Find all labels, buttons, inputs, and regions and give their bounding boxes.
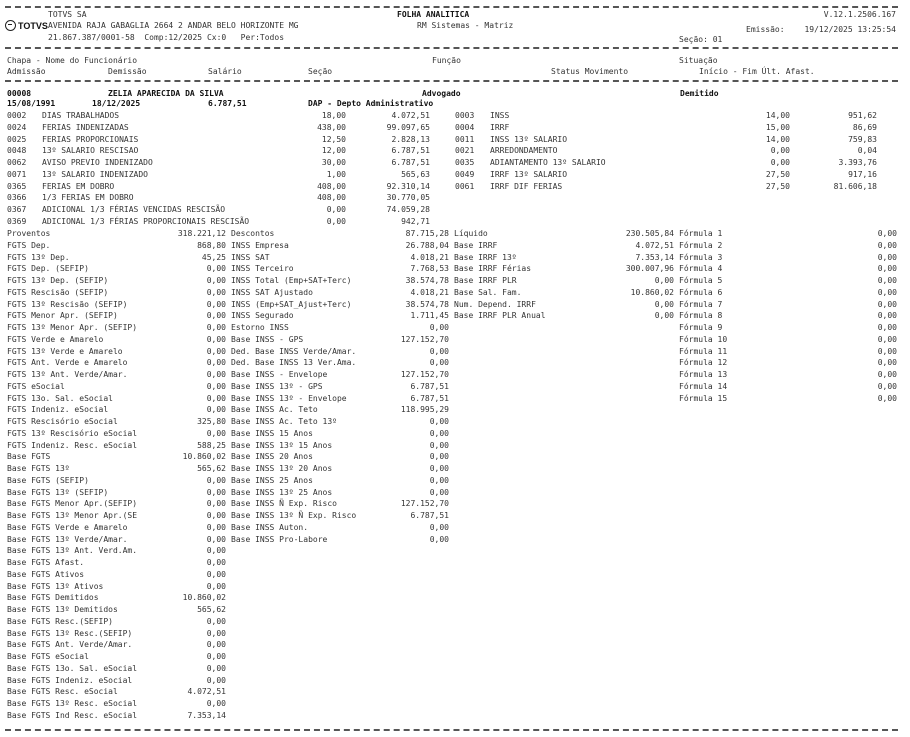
event-code: 0011: [455, 134, 475, 144]
total-value: 0,00: [206, 323, 226, 332]
formula-label: Fórmula 15: [679, 393, 728, 403]
system-name: RM Sistemas - Matriz: [417, 21, 514, 30]
col-salario-header: Salário: [208, 67, 242, 76]
total-value: 0,00: [654, 299, 674, 309]
event-value: 6.787,51: [391, 158, 430, 167]
total-label: Base INSS 13º Ñ Exp. Risco: [231, 511, 357, 520]
formula-label: Fórmula 12: [679, 358, 728, 368]
event-reference: 0,00: [770, 146, 790, 156]
total-value: 0,00: [206, 370, 226, 379]
employee-role: Advogado: [422, 89, 461, 98]
event-description: 1/3 FERIAS EM DOBRO: [42, 193, 134, 203]
event-code: 0021: [455, 146, 475, 156]
total-label: Base FGTS Resc. eSocial: [7, 687, 118, 697]
total-label: Base FGTS 13º: [7, 464, 70, 473]
event-value: 917,16: [848, 169, 877, 179]
total-value: 0,00: [206, 581, 226, 591]
total-label: Base FGTS Ind Resc. eSocial: [7, 710, 138, 720]
employee-admission: 15/08/1991: [7, 99, 56, 108]
total-value: 0,00: [206, 569, 226, 579]
formula-value: 0,00: [877, 346, 897, 356]
total-value: 0,00: [206, 499, 226, 509]
col-admissao-header: Admissão: [7, 67, 46, 76]
total-value: 45,25: [201, 252, 226, 262]
employee-section: DAP - Depto Administrativo: [308, 99, 434, 108]
total-value: 6.787,51: [410, 381, 449, 391]
formula-value: 0,00: [877, 358, 897, 368]
event-value: 86,69: [852, 122, 877, 132]
company-address: AVENIDA RAJA GABAGLIA 2664 2 ANDAR BELO HORIZONTE MG: [48, 21, 299, 30]
total-value: 0,00: [429, 464, 449, 473]
total-label: INSS (Emp+SAT_Ajust+Terc): [231, 299, 352, 309]
total-value: 10.860,02: [182, 452, 226, 462]
total-value: 325,80: [197, 417, 226, 426]
event-description: ARREDONDAMENTO: [490, 146, 558, 156]
event-description: DIAS TRABALHADOS: [42, 111, 120, 120]
formula-value: 0,00: [877, 381, 897, 391]
formula-value: 0,00: [877, 229, 897, 238]
total-value: 10.860,02: [630, 287, 674, 297]
event-reference: 408,00: [317, 193, 346, 203]
total-label: Base FGTS 13º Verde/Amar.: [7, 534, 128, 544]
formula-value: 0,00: [877, 393, 897, 403]
total-value: 0,00: [206, 487, 226, 497]
event-description: FERIAS PROPORCIONAIS: [42, 134, 139, 144]
total-value: 0,00: [429, 346, 449, 356]
total-label: Base FGTS 13º Menor Apr.(SE: [7, 511, 138, 520]
total-label: FGTS eSocial: [7, 381, 65, 391]
total-value: 127.152,70: [400, 334, 449, 344]
totvs-logo-icon: [5, 20, 16, 31]
total-label: Base INSS 13º 15 Anos: [231, 440, 333, 450]
total-value: 0,00: [206, 640, 226, 650]
total-value: 0,00: [429, 417, 449, 426]
total-value: 0,00: [206, 511, 226, 520]
total-label: Base INSS Ac. Teto 13º: [231, 417, 337, 426]
formula-label: Fórmula 2: [679, 240, 723, 250]
event-reference: 14,00: [765, 134, 790, 144]
col-secao-header: Seção: [308, 67, 333, 76]
emission-value: 19/12/2025 13:25:54: [804, 25, 896, 34]
event-code: 0025: [7, 134, 27, 144]
event-description: ADICIONAL 1/3 FÉRIAS VENCIDAS RESCISÃO: [42, 205, 226, 214]
employee-status: Demitido: [680, 89, 719, 98]
total-label: Base FGTS 13º Ativos: [7, 581, 104, 591]
total-label: Base FGTS Demitidos: [7, 593, 99, 603]
total-label: Base FGTS 13º Resc.(SEFIP): [7, 628, 133, 638]
total-value: 0,00: [206, 393, 226, 403]
formula-label: Fórmula 9: [679, 323, 723, 332]
event-description: ADIANTAMENTO 13º SALARIO: [490, 158, 606, 167]
formula-label: Fórmula 1: [679, 229, 723, 238]
total-label: INSS SAT Ajustado: [231, 287, 313, 297]
formula-value: 0,00: [877, 240, 897, 250]
total-label: Base IRRF 13º: [454, 252, 517, 262]
formula-label: Fórmula 11: [679, 346, 728, 356]
total-label: Base INSS 13º 20 Anos: [231, 464, 333, 473]
emission-label: Emissão:: [746, 25, 785, 34]
event-code: 0366: [7, 193, 27, 203]
event-description: FERIAS INDENIZADAS: [42, 122, 129, 132]
total-label: Base FGTS 13o. Sal. eSocial: [7, 663, 138, 673]
total-label: Base INSS 13º - Envelope: [231, 393, 347, 403]
total-label: Proventos: [7, 229, 51, 238]
section-label: Seção: 01: [679, 35, 723, 44]
total-label: FGTS 13º Dep.: [7, 252, 70, 262]
version-label: V.12.1.2506.167: [823, 10, 896, 19]
divider: [5, 80, 898, 82]
total-label: Base INSS 15 Anos: [231, 428, 313, 438]
divider: [5, 47, 898, 49]
employee-salary: 6.787,51: [208, 99, 247, 108]
event-description: IRRF 13º SALARIO: [490, 169, 568, 179]
formula-label: Fórmula 7: [679, 299, 723, 309]
event-code: 0035: [455, 158, 475, 167]
formula-value: 0,00: [877, 370, 897, 379]
total-label: Base INSS - GPS: [231, 334, 304, 344]
event-reference: 30,00: [321, 158, 346, 167]
total-label: Base INSS Auton.: [231, 522, 309, 532]
total-value: 0,00: [429, 452, 449, 462]
total-value: 565,62: [197, 605, 226, 614]
total-value: 6.787,51: [410, 511, 449, 520]
col-status-header: Status Movimento: [551, 67, 629, 76]
total-value: 0,00: [429, 358, 449, 368]
total-label: FGTS 13º Rescisão (SEFIP): [7, 299, 128, 309]
total-value: 0,00: [654, 276, 674, 285]
total-label: Base IRRF Férias: [454, 264, 532, 274]
employee-name: ZELIA APARECIDA DA SILVA: [108, 89, 224, 98]
col-funcao-header: Função: [432, 56, 461, 65]
total-label: Base IRRF PLR: [454, 276, 517, 285]
total-label: Base FGTS Afast.: [7, 558, 85, 567]
total-value: 0,00: [206, 276, 226, 285]
event-reference: 14,00: [765, 111, 790, 120]
total-value: 0,00: [206, 558, 226, 567]
formula-label: Fórmula 4: [679, 264, 723, 274]
total-label: Base FGTS Ant. Verde/Amar.: [7, 640, 133, 650]
formula-label: Fórmula 14: [679, 381, 728, 391]
total-label: FGTS Rescisório eSocial: [7, 417, 118, 426]
total-label: Base FGTS Ativos: [7, 569, 85, 579]
total-label: FGTS Indeniz. Resc. eSocial: [7, 440, 138, 450]
total-value: 0,00: [206, 699, 226, 708]
event-value: 565,63: [401, 169, 430, 179]
total-value: 0,00: [429, 534, 449, 544]
event-value: 2.828,13: [391, 134, 430, 144]
formula-label: Fórmula 8: [679, 311, 723, 321]
total-value: 0,00: [206, 287, 226, 297]
total-label: Base INSS 25 Anos: [231, 475, 313, 485]
total-label: Base INSS Ñ Exp. Risco: [231, 499, 337, 509]
total-value: 318.221,12: [177, 229, 226, 238]
event-description: IRRF DIF FERIAS: [490, 181, 563, 191]
total-value: 0,00: [206, 264, 226, 274]
total-label: Base INSS Ac. Teto: [231, 405, 318, 415]
total-value: 4.072,51: [635, 240, 674, 250]
col-demissao-header: Demissão: [108, 67, 147, 76]
event-description: ADICIONAL 1/3 FÉRIAS PROPORCIONAIS RESCISÃO: [42, 216, 250, 226]
total-value: 0,00: [206, 663, 226, 673]
event-description: 13º SALARIO INDENIZADO: [42, 169, 148, 179]
total-label: FGTS 13o. Sal. eSocial: [7, 393, 113, 403]
event-description: INSS 13º SALARIO: [490, 134, 568, 144]
formula-label: Fórmula 5: [679, 276, 723, 285]
formula-value: 0,00: [877, 287, 897, 297]
col-inicio-header: Início - Fim Últ. Afast.: [699, 67, 815, 76]
total-value: 0,00: [206, 358, 226, 368]
event-reference: 15,00: [765, 122, 790, 132]
total-value: 0,00: [429, 475, 449, 485]
total-value: 4.018,21: [410, 287, 449, 297]
total-value: 4.018,21: [410, 252, 449, 262]
event-value: 942,71: [401, 216, 430, 226]
total-label: FGTS 13º Verde e Amarelo: [7, 346, 123, 356]
total-label: FGTS Dep.: [7, 240, 51, 250]
total-label: Base FGTS Verde e Amarelo: [7, 522, 128, 532]
total-value: 0,00: [429, 323, 449, 332]
event-code: 0062: [7, 158, 27, 167]
total-label: Base FGTS eSocial: [7, 652, 89, 661]
total-label: Ded. Base INSS 13 Ver.Ama.: [231, 358, 357, 368]
col-situacao-header: Situação: [679, 56, 718, 65]
total-value: 0,00: [206, 334, 226, 344]
formula-value: 0,00: [877, 334, 897, 344]
event-value: 99.097,65: [386, 122, 430, 132]
total-label: Base IRRF: [454, 240, 498, 250]
formula-label: Fórmula 6: [679, 287, 723, 297]
total-value: 0,00: [206, 628, 226, 638]
formula-value: 0,00: [877, 299, 897, 309]
total-label: Base INSS 13º - GPS: [231, 381, 323, 391]
formula-label: Fórmula 10: [679, 334, 728, 344]
divider: [5, 729, 898, 731]
total-label: FGTS Dep. (SEFIP): [7, 264, 89, 274]
employee-dismissal: 18/12/2025: [92, 99, 141, 108]
event-value: 3.393,76: [838, 158, 877, 167]
logo-text: TOTVS: [18, 21, 48, 31]
total-value: 38.574,78: [405, 299, 449, 309]
total-label: FGTS 13º Dep. (SEFIP): [7, 276, 109, 285]
event-code: 0061: [455, 181, 475, 191]
event-value: 951,62: [848, 111, 877, 120]
total-value: 0,00: [206, 475, 226, 485]
total-label: Num. Depend. IRRF: [454, 299, 536, 309]
total-label: Base FGTS 13º Resc. eSocial: [7, 699, 138, 708]
event-reference: 18,00: [321, 111, 346, 120]
event-code: 0049: [455, 169, 475, 179]
event-value: 92.310,14: [386, 181, 430, 191]
total-value: 0,00: [206, 652, 226, 661]
total-value: 7.353,14: [635, 252, 674, 262]
total-value: 0,00: [429, 428, 449, 438]
total-value: 0,00: [206, 522, 226, 532]
total-label: Base INSS Pro-Labore: [231, 534, 328, 544]
total-value: 0,00: [429, 487, 449, 497]
total-label: Ded. Base INSS Verde/Amar.: [231, 346, 357, 356]
event-reference: 27,50: [765, 169, 790, 179]
total-value: 4.072,51: [187, 687, 226, 697]
col-chapa-header: Chapa - Nome do Funcionário: [7, 56, 138, 65]
total-value: 0,00: [206, 381, 226, 391]
total-value: 10.860,02: [182, 593, 226, 603]
event-reference: 1,00: [326, 169, 346, 179]
event-code: 0004: [455, 122, 475, 132]
event-value: 4.072,51: [391, 111, 430, 120]
event-description: 13º SALARIO RESCISAO: [42, 146, 139, 156]
total-label: FGTS Menor Apr. (SEFIP): [7, 311, 118, 321]
total-value: 7.768,53: [410, 264, 449, 274]
event-value: 74.059,28: [386, 205, 430, 214]
event-reference: 438,00: [317, 122, 346, 132]
event-reference: 12,50: [321, 134, 346, 144]
total-label: Base FGTS Indeniz. eSocial: [7, 675, 133, 685]
total-value: 0,00: [654, 311, 674, 321]
total-value: 0,00: [206, 405, 226, 415]
event-code: 0369: [7, 216, 27, 226]
total-label: INSS Total (Emp+SAT+Terc): [231, 276, 352, 285]
event-description: AVISO PREVIO INDENIZADO: [42, 158, 153, 167]
total-label: FGTS Ant. Verde e Amarelo: [7, 358, 128, 368]
event-code: 0003: [455, 111, 475, 120]
event-value: 0,04: [857, 146, 877, 156]
total-value: 0,00: [206, 311, 226, 321]
total-label: INSS Segurado: [231, 311, 294, 321]
event-code: 0367: [7, 205, 27, 214]
total-value: 26.788,04: [405, 240, 449, 250]
employee-chapa: 00008: [7, 89, 32, 98]
event-code: 0365: [7, 181, 27, 191]
event-description: INSS: [490, 111, 510, 120]
event-code: 0002: [7, 111, 27, 120]
event-value: 30.770,05: [386, 193, 430, 203]
event-reference: 0,00: [326, 205, 346, 214]
event-description: IRRF: [490, 122, 510, 132]
total-label: Base INSS 13º 25 Anos: [231, 487, 333, 497]
total-value: 127.152,70: [400, 370, 449, 379]
event-value: 759,83: [848, 134, 877, 144]
total-value: 868,80: [197, 240, 226, 250]
total-value: 230.505,84: [625, 229, 674, 238]
event-reference: 12,00: [321, 146, 346, 156]
total-label: FGTS Rescisão (SEFIP): [7, 287, 109, 297]
total-label: FGTS 13º Menor Apr. (SEFIP): [7, 323, 138, 332]
total-label: FGTS Verde e Amarelo: [7, 334, 104, 344]
total-label: INSS Empresa: [231, 240, 289, 250]
event-code: 0024: [7, 122, 27, 132]
total-label: Base FGTS Resc.(SEFIP): [7, 616, 113, 626]
total-value: 0,00: [206, 616, 226, 626]
total-value: 0,00: [206, 428, 226, 438]
total-value: 118.995,29: [400, 405, 449, 415]
event-description: FERIAS EM DOBRO: [42, 181, 115, 191]
total-label: FGTS 13º Rescisório eSocial: [7, 428, 138, 438]
total-value: 6.787,51: [410, 393, 449, 403]
total-label: Estorno INSS: [231, 323, 289, 332]
total-label: Base FGTS 13º (SEFIP): [7, 487, 109, 497]
event-reference: 0,00: [326, 216, 346, 226]
total-value: 87.715,28: [405, 229, 449, 238]
total-value: 0,00: [206, 299, 226, 309]
total-label: INSS SAT: [231, 252, 270, 262]
event-value: 81.606,18: [833, 181, 877, 191]
report-title: FOLHA ANALITICA: [397, 10, 470, 19]
total-label: Base FGTS (SEFIP): [7, 475, 89, 485]
total-value: 127.152,70: [400, 499, 449, 509]
event-code: 0071: [7, 169, 27, 179]
total-value: 1.711,45: [410, 311, 449, 321]
total-value: 0,00: [429, 440, 449, 450]
total-label: FGTS Indeniz. eSocial: [7, 405, 109, 415]
total-label: Base FGTS 13º Demitidos: [7, 605, 118, 614]
event-reference: 0,00: [770, 158, 790, 167]
formula-value: 0,00: [877, 323, 897, 332]
total-label: Líquido: [454, 229, 488, 238]
total-label: Base INSS 20 Anos: [231, 452, 313, 462]
event-value: 6.787,51: [391, 146, 430, 156]
total-value: 588,25: [197, 440, 226, 450]
formula-value: 0,00: [877, 276, 897, 285]
event-reference: 27,50: [765, 181, 790, 191]
total-label: Descontos: [231, 229, 275, 238]
event-code: 0048: [7, 146, 27, 156]
event-reference: 408,00: [317, 181, 346, 191]
total-value: 300.007,96: [625, 264, 674, 274]
divider: [5, 6, 898, 8]
total-label: Base FGTS Menor Apr.(SEFIP): [7, 499, 138, 509]
total-label: INSS Terceiro: [231, 264, 294, 274]
total-label: Base IRRF PLR Anual: [454, 311, 546, 321]
total-value: 565,62: [197, 464, 226, 473]
total-label: Base FGTS 13º Ant. Verd.Am.: [7, 546, 138, 556]
company-cnpj-line: 21.867.387/0001-58 Comp:12/2025 Cx:0 Per:Todos: [48, 33, 285, 42]
total-value: 38.574,78: [405, 276, 449, 285]
total-value: 0,00: [206, 546, 226, 556]
total-label: Base FGTS: [7, 452, 51, 462]
total-label: Base INSS - Envelope: [231, 370, 328, 379]
total-value: 0,00: [206, 534, 226, 544]
total-value: 0,00: [206, 346, 226, 356]
company-name: TOTVS SA: [48, 10, 87, 19]
total-label: Base Sal. Fam.: [454, 287, 522, 297]
formula-value: 0,00: [877, 311, 897, 321]
total-value: 7.353,14: [187, 710, 226, 720]
formula-value: 0,00: [877, 264, 897, 274]
formula-value: 0,00: [877, 252, 897, 262]
total-label: FGTS 13º Ant. Verde/Amar.: [7, 370, 128, 379]
total-value: 0,00: [429, 522, 449, 532]
total-value: 0,00: [206, 675, 226, 685]
formula-label: Fórmula 3: [679, 252, 723, 262]
formula-label: Fórmula 13: [679, 370, 728, 379]
